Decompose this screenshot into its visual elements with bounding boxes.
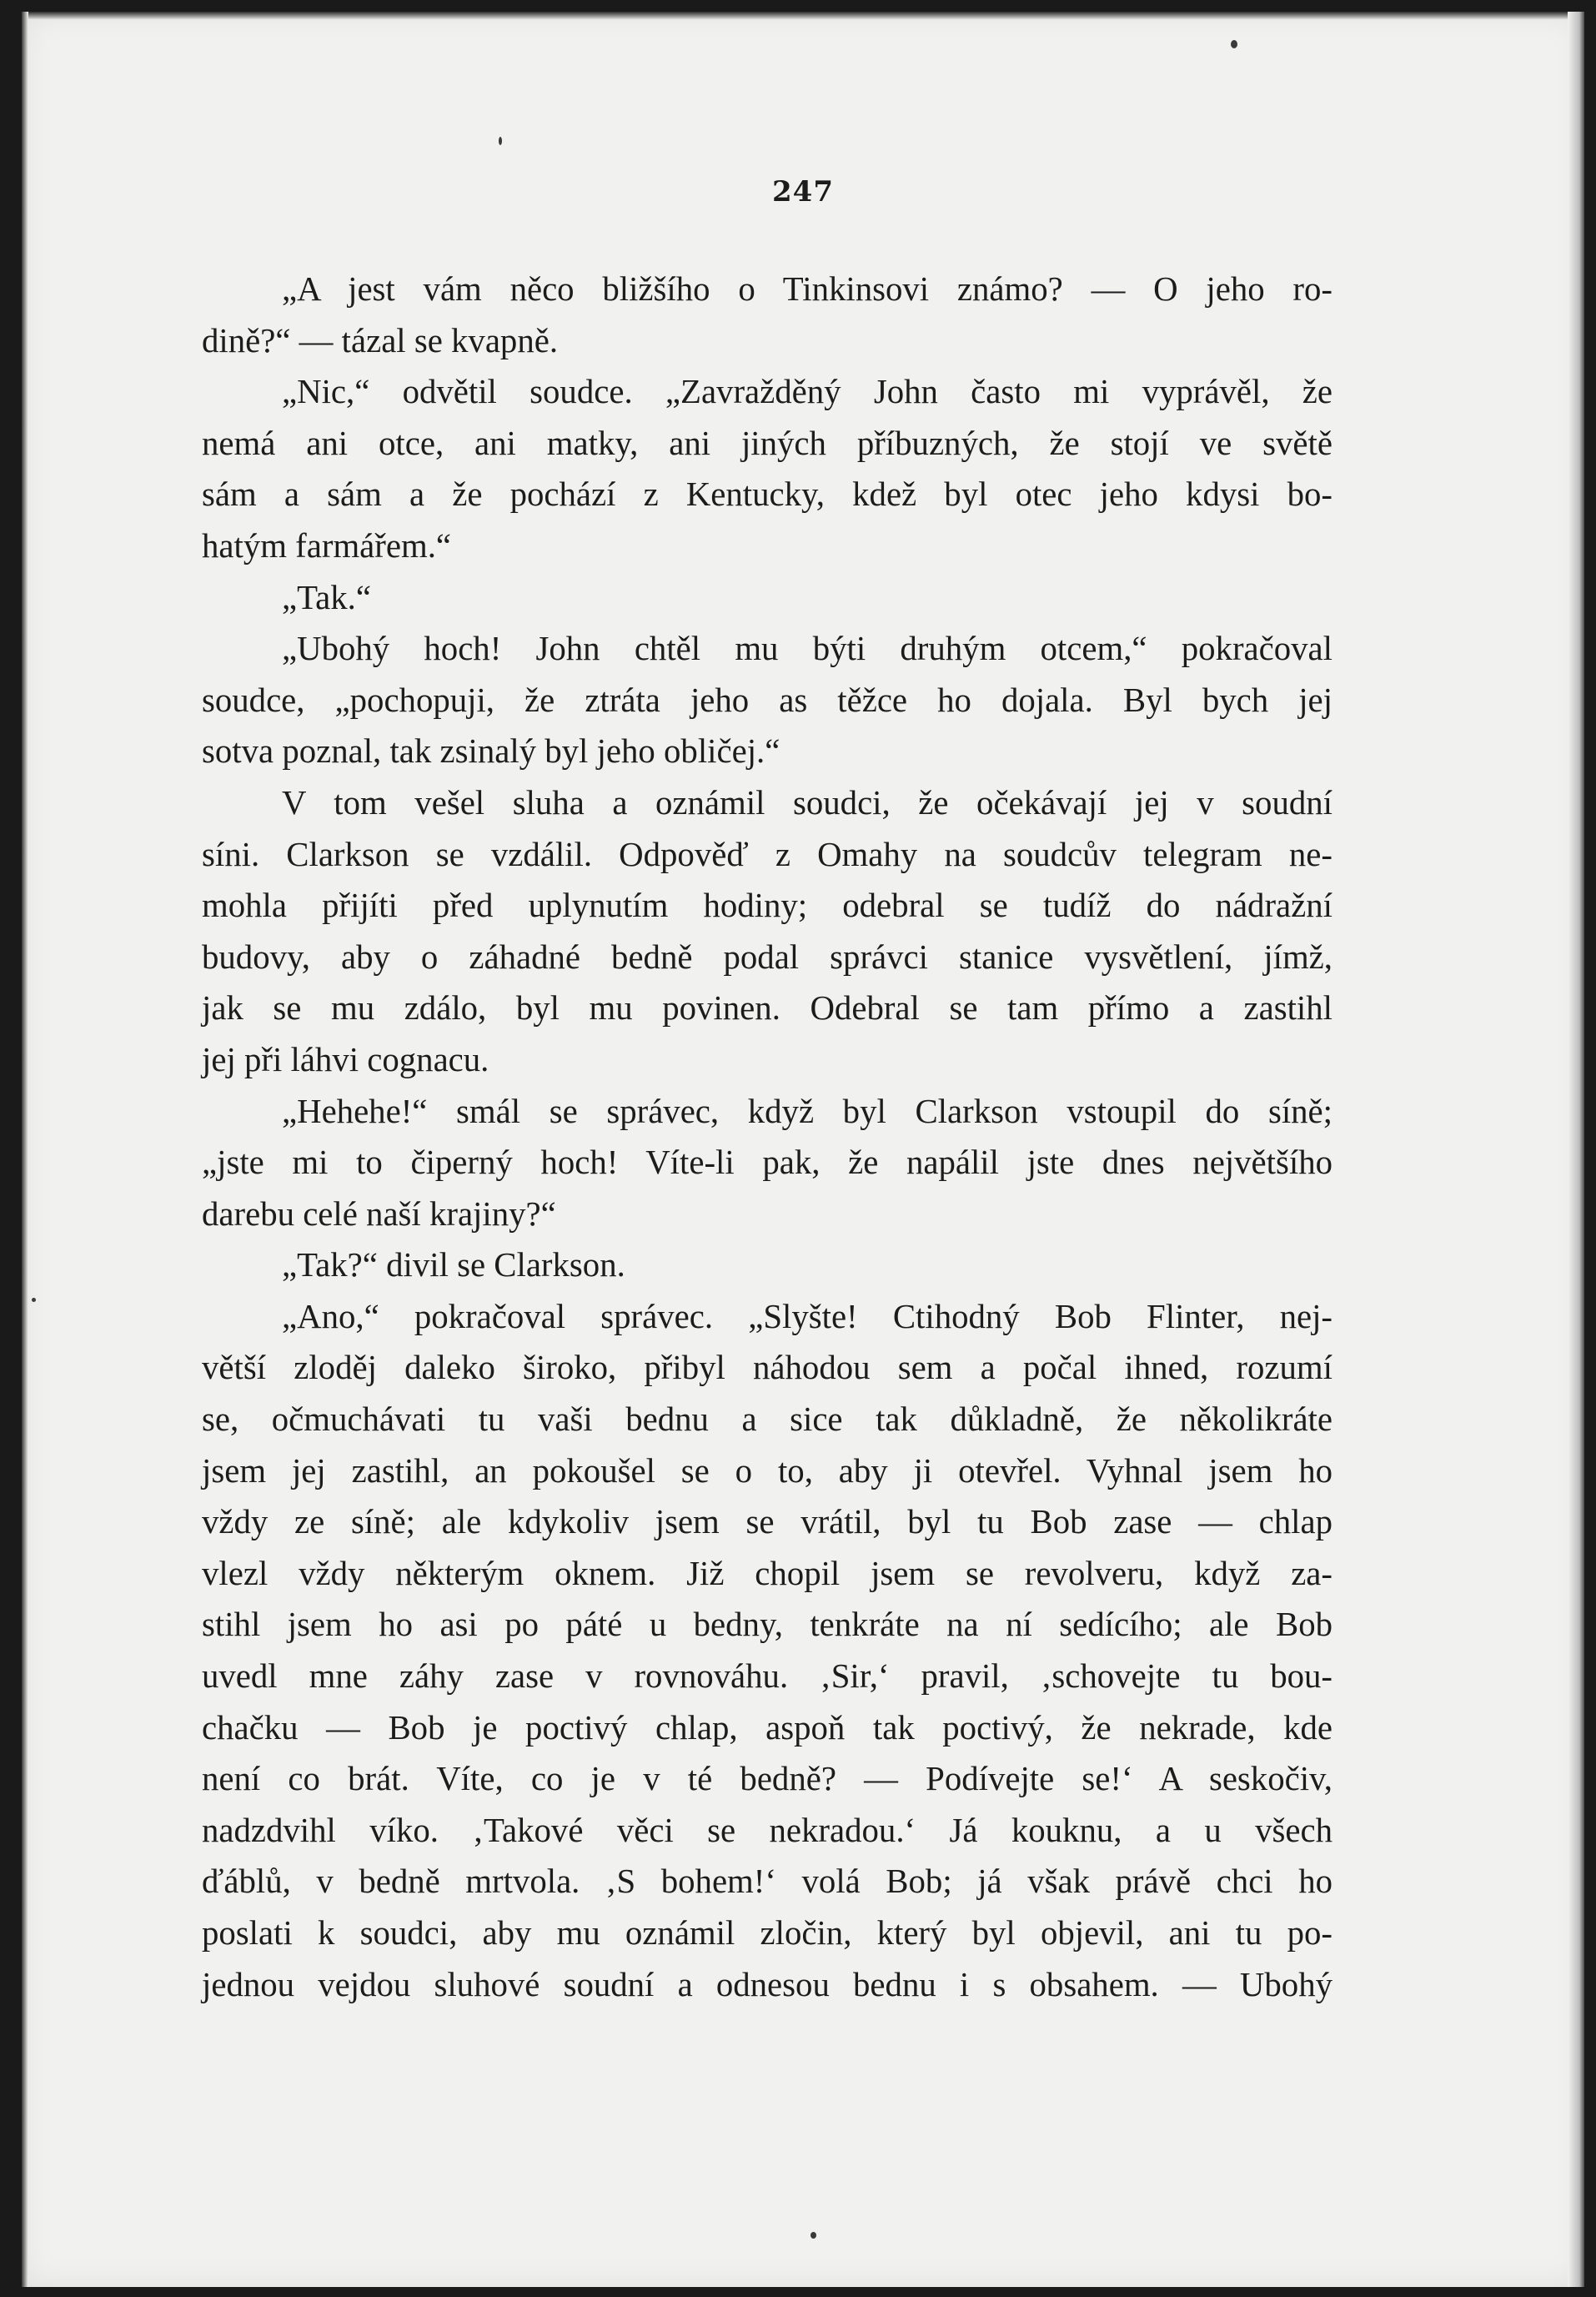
text-line: nemá ani otce, ani matky, ani jiných příbuzných, že stojí ve světě (202, 424, 1333, 462)
text-line: hatým farmářem.“ (202, 526, 452, 565)
text-line: sotva poznal, tak zsinalý byl jeho obličej.“ (202, 732, 780, 771)
text-line: dině?“ — tázal se kvapně. (202, 321, 559, 359)
text-line: jsem jej zastihl, an pokoušel se o to, aby ji otevřel. Vyhnal jsem ho (202, 1451, 1333, 1490)
text-line: jak se mu zdálo, byl mu povinen. Odebral se tam přímo a zastihl (202, 989, 1333, 1028)
page-number: 247 (772, 175, 834, 209)
text-line: větší zloděj daleko široko, přibyl náhodou sem a počal ihned, rozumí (202, 1349, 1333, 1387)
text-line: není co brát. Víte, co je v té bedně? — Podívejte se!‘ A seskočiv, (202, 1760, 1333, 1798)
text-line: síni. Clarkson se vzdálil. Odpověď z Omahy na soudcův telegram ne- (202, 835, 1333, 873)
scan-speck (811, 2232, 816, 2239)
text-line: chačku — Bob je poctivý chlap, aspoň tak poctivý, že nekrade, kde (202, 1708, 1333, 1747)
scan-speck (499, 137, 502, 145)
body-text (202, 264, 1333, 2010)
text-line: „Ano,“ pokračoval správec. „Slyšte! Ctihodný Bob Flinter, nej- (282, 1297, 1333, 1335)
scan-speck (32, 1298, 36, 1302)
scan-speck (1231, 40, 1237, 48)
text-line: „jste mi to čiperný hoch! Víte-li pak, že napálil jste dnes největšího (202, 1143, 1333, 1182)
text-line: V tom vešel sluha a oznámil soudci, že očekávají jej v soudní (282, 783, 1333, 822)
text-line: jednou vejdou sluhové soudní a odnesou bednu i s obsahem. — Ubohý (202, 1965, 1333, 2003)
text-line: ďáblů, v bedně mrtvola. ‚S bohem!‘ volá Bob; já však právě chci ho (202, 1862, 1333, 1901)
text-line: se, očmuchávati tu vaši bednu a sice tak důkladně, že několikráte (202, 1400, 1333, 1439)
text-line: vlezl vždy některým oknem. Již chopil jsem se revolveru, když za- (202, 1554, 1333, 1592)
text-line: poslati k soudci, aby mu oznámil zločin, který byl objevil, ani tu po- (202, 1914, 1333, 1952)
page-left-edge (22, 12, 28, 2287)
text-line: budovy, aby o záhadné bedně podal správci stanice vysvětlení, jímž, (202, 937, 1333, 976)
text-line: vždy ze síně; ale kdykoliv jsem se vrátil, byl tu Bob zase — chlap (202, 1503, 1333, 1541)
text-line: „Ubohý hoch! John chtěl mu býti druhým otcem,“ pokračoval (282, 630, 1333, 668)
text-line: mohla přijíti před uplynutím hodiny; odebral se tudíž do nádražní (202, 887, 1333, 925)
page-top-edge (22, 12, 1584, 20)
book-page (22, 12, 1584, 2287)
text-line: sám a sám a že pochází z Kentucky, kdež byl otec jeho kdysi bo- (202, 475, 1333, 514)
text-line: „Tak?“ divil se Clarkson. (282, 1246, 625, 1284)
text-line: „Hehehe!“ smál se správec, když byl Clarkson vstoupil do síně; (282, 1092, 1333, 1130)
text-line: stihl jsem ho asi po páté u bedny, tenkráte na ní sedícího; ale Bob (202, 1606, 1333, 1644)
text-line: uvedl mne záhy zase v rovnováhu. ‚Sir,‘ pravil, ‚schovejte tu bou- (202, 1657, 1333, 1696)
text-line: darebu celé naší krajiny?“ (202, 1194, 556, 1233)
text-line: „A jest vám něco bližšího o Tinkinsovi známo? — O jeho ro- (282, 270, 1333, 308)
text-line: „Tak.“ (282, 578, 371, 616)
text-line: nadzdvihl víko. ‚Takové věci se nekradou.‘ Já kouknu, a u všech (202, 1811, 1333, 1849)
text-line: „Nic,“ odvětil soudce. „Zavražděný John často mi vyprávěl, že (282, 373, 1333, 411)
text-line: jej při láhvi cognacu. (202, 1040, 489, 1078)
page-right-edge (1568, 12, 1584, 2287)
text-line: soudce, „pochopuji, že ztráta jeho as těžce ho dojala. Byl bych jej (202, 681, 1333, 719)
